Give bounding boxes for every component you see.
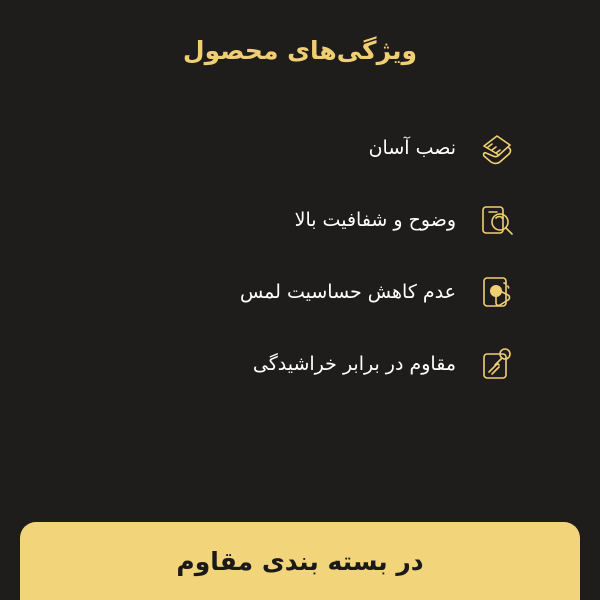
list-item-label: وضوح و شفافیت بالا (294, 209, 456, 231)
banner-text: در بسته بندی مقاوم (176, 546, 424, 576)
list-item (60, 197, 540, 243)
list-item-label: مقاوم در برابر خراشیدگی (252, 353, 456, 375)
list-item (60, 125, 540, 171)
hand-card-icon (474, 125, 520, 171)
bottom-banner (20, 522, 580, 600)
touch-finger-icon (474, 269, 520, 315)
scratch-key-icon (474, 341, 520, 387)
page-title: ویژگی‌های محصول (182, 36, 418, 65)
list-item-label: نصب آسان (368, 137, 456, 159)
magnifier-screen-icon (474, 197, 520, 243)
list-item (60, 341, 540, 387)
feature-list (60, 125, 540, 387)
list-item-label: عدم کاهش حساسیت لمس (239, 281, 456, 303)
list-item (60, 269, 540, 315)
